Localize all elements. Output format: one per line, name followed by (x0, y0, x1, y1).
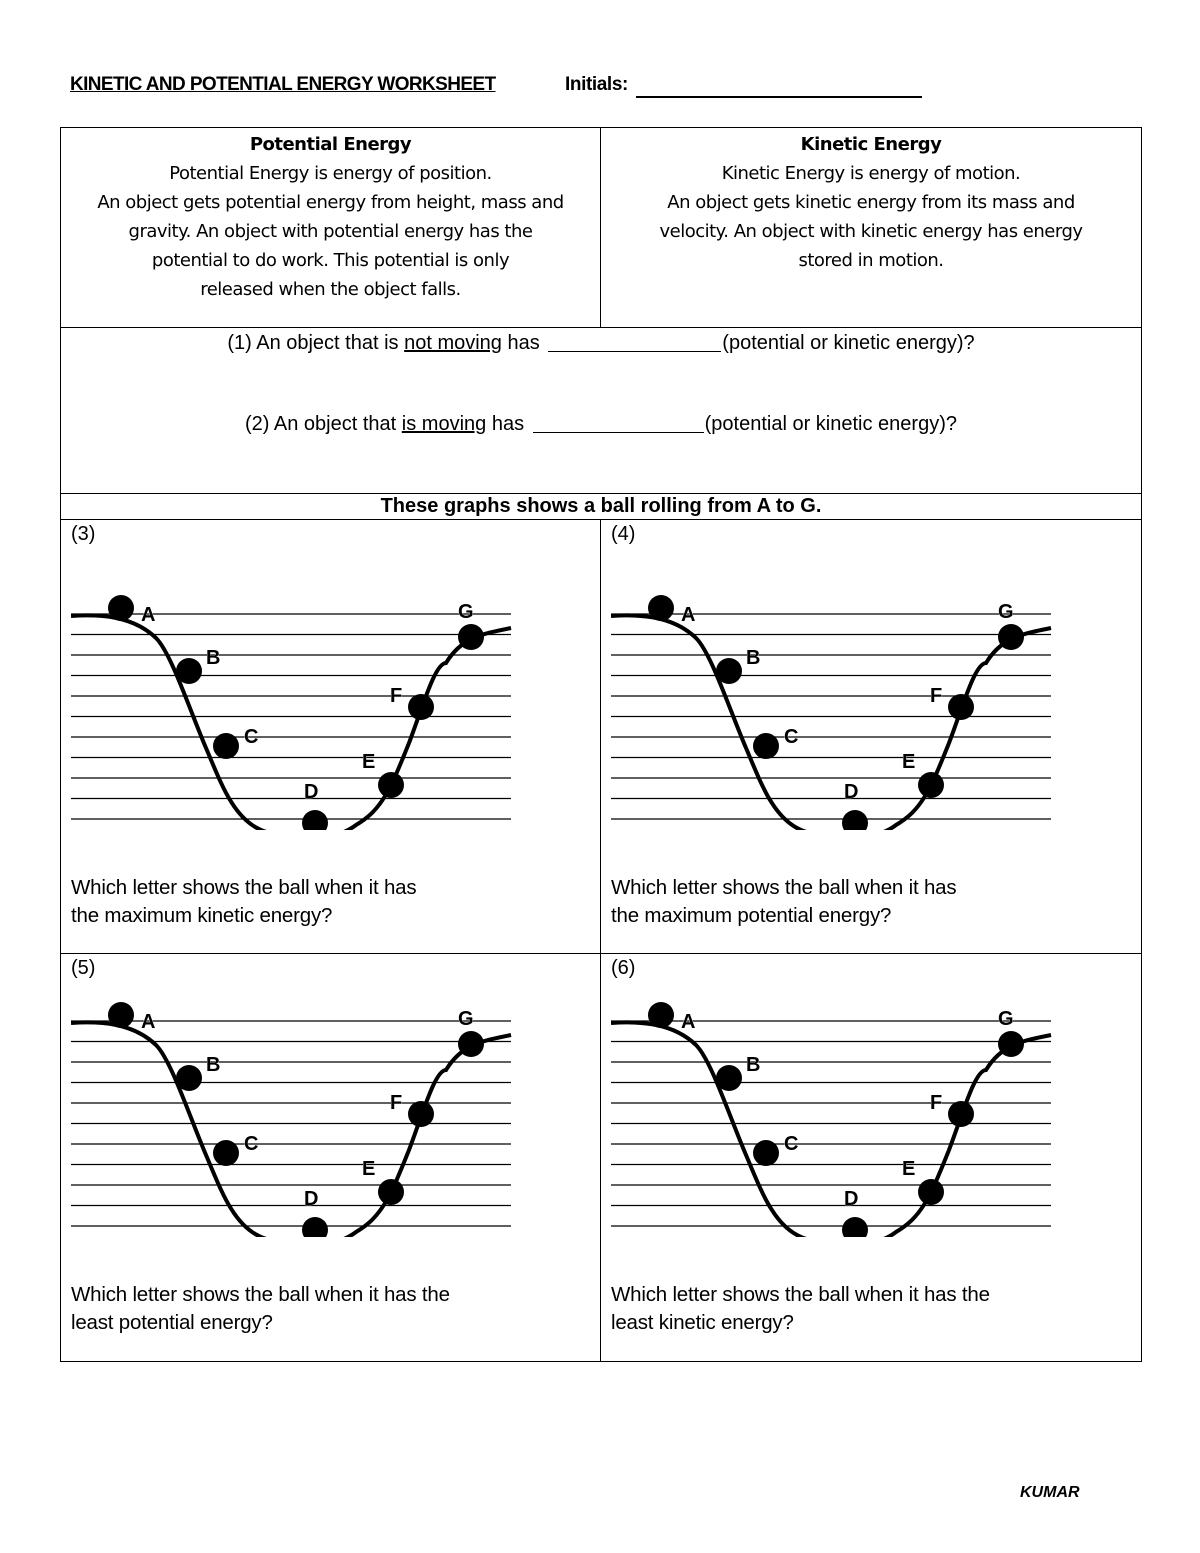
ball-label-a: A (681, 604, 696, 626)
definition-line: velocity. An object with kinetic energy has energy (659, 221, 1083, 242)
question-2: (2) An object that is moving has (potential or kinetic energy)? (245, 413, 957, 435)
ball-c (753, 733, 779, 759)
graph-cell-4 (601, 520, 1142, 954)
fill-in-questions (61, 328, 1142, 494)
ball-label-b: B (746, 647, 761, 669)
ball-c (213, 733, 239, 759)
ball-d (302, 1217, 328, 1237)
ball-label-b: B (206, 647, 221, 669)
ball-label-e: E (902, 1158, 916, 1180)
ball-g (998, 624, 1024, 650)
graphs-header: These graphs shows a ball rolling from A to G. (61, 494, 1142, 520)
definition-line: Potential Energy is energy of position. (169, 163, 492, 184)
ball-a (648, 595, 674, 621)
ball-label-f: F (930, 685, 943, 707)
graph-cell-3 (61, 520, 601, 954)
graph-cell-5 (61, 954, 601, 1362)
ball-label-g: G (458, 1008, 474, 1030)
graph-question-text: Which letter shows the ball when it has the least potential energy? (71, 1283, 450, 1334)
potential-energy-heading: Potential Energy (249, 134, 412, 155)
ball-label-g: G (998, 601, 1014, 623)
ball-d (302, 810, 328, 830)
ball-label-d: D (844, 781, 859, 803)
definition-line: An object gets potential energy from height, mass and (97, 192, 564, 213)
ball-e (918, 772, 944, 798)
ball-track-diagram (611, 975, 1056, 1237)
ball-e (378, 1179, 404, 1205)
initials-label: Initials: (565, 74, 628, 95)
question-1: (1) An object that is not moving has (potential or kinetic energy)? (227, 332, 975, 354)
ball-b (176, 1065, 202, 1091)
ball-a (108, 1002, 134, 1028)
ball-label-a: A (141, 1011, 156, 1033)
ball-f (948, 694, 974, 720)
track-curve (71, 615, 511, 830)
initials-field[interactable] (636, 96, 922, 98)
ball-label-a: A (141, 604, 156, 626)
ball-d (842, 1217, 868, 1237)
ball-b (176, 658, 202, 684)
definition-line: Kinetic Energy is energy of motion. (721, 163, 1021, 184)
ball-label-c: C (784, 1133, 799, 1155)
ball-g (458, 1031, 484, 1057)
ball-label-b: B (206, 1054, 221, 1076)
definition-line: released when the object falls. (200, 279, 461, 300)
ball-f (408, 694, 434, 720)
definition-line: An object gets kinetic energy from its mass and (667, 192, 1075, 213)
ball-e (918, 1179, 944, 1205)
answer-blank-1[interactable] (548, 331, 721, 352)
ball-d (842, 810, 868, 830)
question-number: (4) (611, 523, 636, 545)
ball-label-b: B (746, 1054, 761, 1076)
question-number: (6) (611, 957, 636, 979)
track-curve (611, 615, 1051, 830)
author-footer: KUMAR (1020, 1484, 1080, 1501)
ball-label-e: E (362, 751, 376, 773)
ball-b (716, 658, 742, 684)
ball-label-d: D (844, 1188, 859, 1210)
ball-label-e: E (362, 1158, 376, 1180)
track-curve (71, 1022, 511, 1237)
question-number: (5) (71, 957, 96, 979)
ball-label-f: F (390, 1092, 403, 1114)
ball-g (458, 624, 484, 650)
graph-question-text: Which letter shows the ball when it has the maximum potential energy? (611, 876, 957, 927)
graph-question-text: Which letter shows the ball when it has the least kinetic energy? (611, 1283, 990, 1334)
ball-label-d: D (304, 1188, 319, 1210)
ball-label-c: C (244, 1133, 259, 1155)
ball-b (716, 1065, 742, 1091)
ball-label-a: A (681, 1011, 696, 1033)
ball-label-f: F (930, 1092, 943, 1114)
ball-label-g: G (998, 1008, 1014, 1030)
track-curve (611, 1022, 1051, 1237)
worksheet-table (60, 127, 1142, 1362)
ball-track-diagram (611, 568, 1056, 830)
graph-cell-6 (601, 954, 1142, 1362)
definition-line: potential to do work. This potential is only (151, 250, 510, 271)
ball-track-diagram (71, 975, 516, 1237)
ball-c (753, 1140, 779, 1166)
question-number: (3) (71, 523, 96, 545)
kinetic-energy-heading: Kinetic Energy (800, 134, 942, 155)
potential-energy-definition (61, 128, 601, 328)
ball-f (408, 1101, 434, 1127)
ball-f (948, 1101, 974, 1127)
kinetic-energy-definition (601, 128, 1142, 328)
ball-a (648, 1002, 674, 1028)
ball-label-d: D (304, 781, 319, 803)
ball-a (108, 595, 134, 621)
ball-label-c: C (784, 726, 799, 748)
answer-blank-2[interactable] (533, 412, 704, 433)
ball-track-diagram (71, 568, 516, 830)
ball-label-e: E (902, 751, 916, 773)
worksheet-title: KINETIC AND POTENTIAL ENERGY WORKSHEET (70, 74, 496, 95)
ball-label-g: G (458, 601, 474, 623)
definition-line: gravity. An object with potential energy has the (128, 221, 533, 242)
ball-label-f: F (390, 685, 403, 707)
ball-e (378, 772, 404, 798)
ball-label-c: C (244, 726, 259, 748)
definition-line: stored in motion. (798, 250, 944, 271)
graph-question-text: Which letter shows the ball when it has the maximum kinetic energy? (71, 876, 417, 927)
ball-c (213, 1140, 239, 1166)
ball-g (998, 1031, 1024, 1057)
